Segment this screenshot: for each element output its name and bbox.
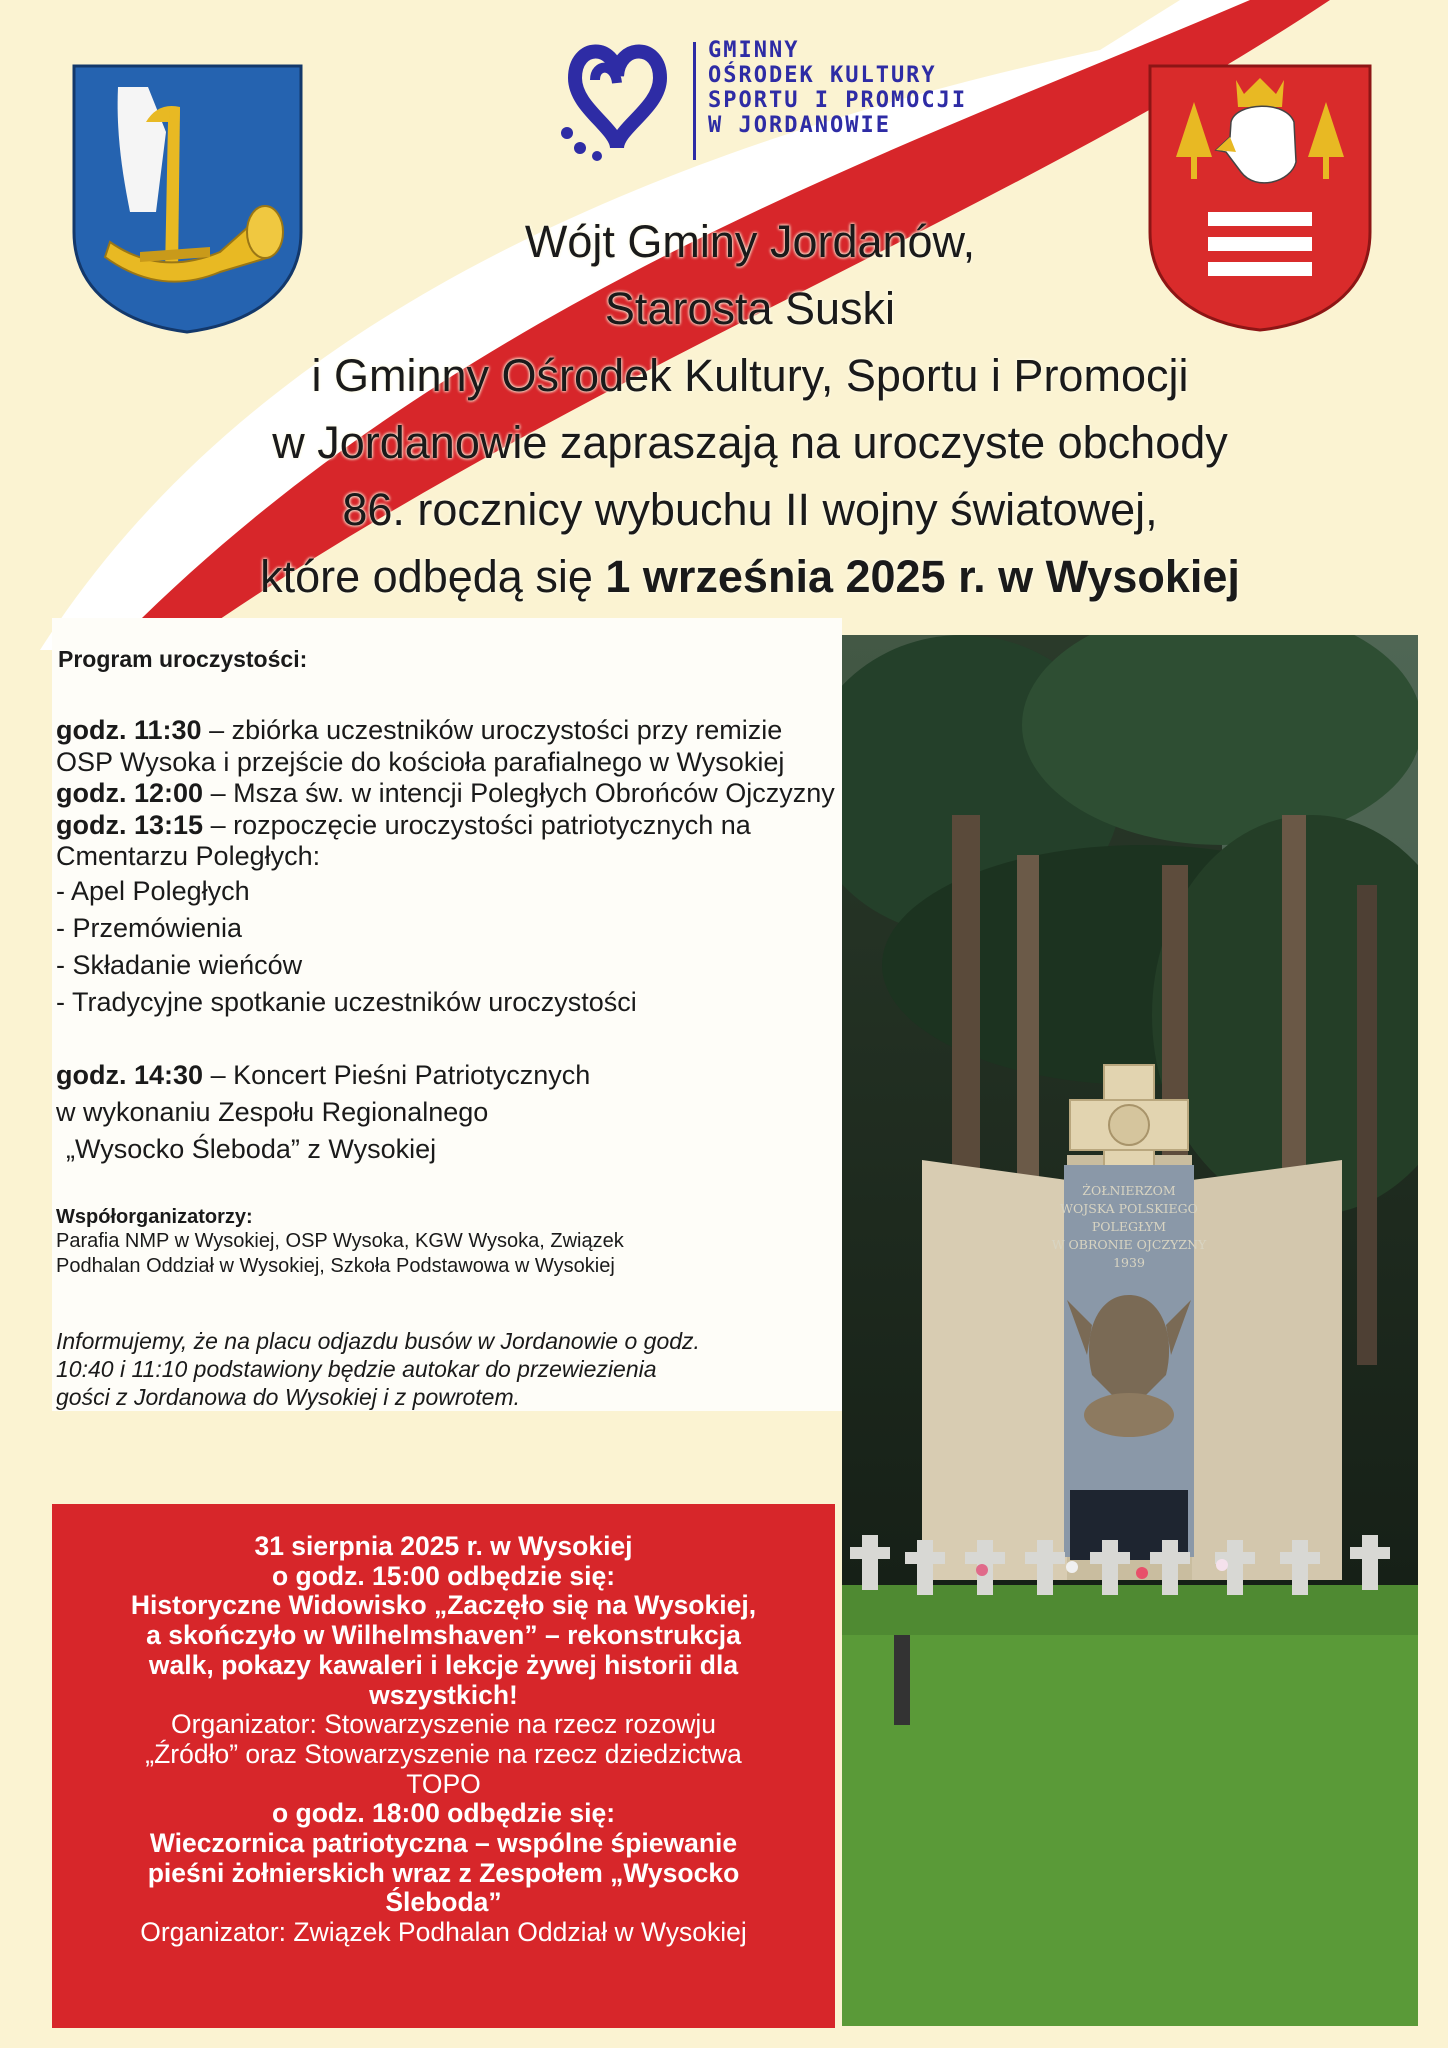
program-title: Program uroczystości: (58, 646, 308, 672)
logo-divider (693, 42, 696, 160)
event-line: Organizator: Związek Podhalan Oddział w Wysokiej (140, 1917, 747, 1948)
event-line: Śleboda” (385, 1887, 502, 1918)
program-text: – Koncert Pieśni Patriotycznych (210, 1059, 591, 1090)
bus-info-line: gości z Jordanowa do Wysokiej i z powrotem. (56, 1383, 521, 1410)
plaque-text: W OBRONIE OJCZYZNY (1051, 1237, 1207, 1252)
coorganizers-title: Współorganizatorzy: (56, 1205, 253, 1228)
concert-item (56, 1057, 842, 1094)
logo-line: SPORTU I PROMOCJI (708, 88, 968, 113)
goksip-logo (555, 38, 995, 166)
program-time: godz. 11:30 (56, 715, 202, 745)
headline-line: Starosta Suski (604, 283, 896, 334)
program-time: godz. 14:30 (56, 1059, 204, 1090)
headline (100, 208, 1400, 610)
plaque-text: 1939 (1113, 1255, 1145, 1270)
goksip-logo-mark (555, 38, 685, 163)
headline-line: Wójt Gminy Jordanów, (524, 216, 976, 267)
event-line: Historyczne Widowisko „Zaczęło się na Wysokiej, (130, 1590, 757, 1621)
plaque-text: ŻOŁNIERZOM (1082, 1183, 1176, 1198)
event-line: walk, pokazy kawaleri i lekcje żywej historii dla (148, 1649, 739, 1680)
program-sub-item: - Tradycyjne spotkanie uczestników uroczystości (56, 986, 637, 1017)
headline-line-date (100, 543, 1400, 610)
headline-line: w Jordanowie zapraszają na uroczyste obchody (272, 417, 1228, 468)
program-item (56, 715, 842, 778)
logo-line: OŚRODEK KULTURY (708, 63, 937, 88)
logo-text (708, 38, 967, 138)
program-sub-item: - Składanie wieńców (56, 949, 303, 980)
plaque-text: POLEGŁYM (1091, 1219, 1167, 1234)
headline-line: i Gminny Ośrodek Kultury, Sportu i Promocji (311, 350, 1189, 401)
event-line: 31 sierpnia 2025 r. w Wysokiej (254, 1531, 633, 1561)
program-text: – Msza św. w intencji Poległych Obrońców Ojczyzny (210, 778, 835, 808)
plaque-text: WOJSKA POLSKIEGO (1060, 1201, 1198, 1216)
bus-info-line: Informujemy, że na placu odjazdu busów w Jordanowie o godz. (56, 1327, 700, 1354)
concert-line: w wykonaniu Zespołu Regionalnego (56, 1096, 489, 1127)
program-sub-item: - Apel Poległych (56, 875, 250, 906)
concert-line: „Wysocko Śleboda” z Wysokiej (66, 1133, 437, 1164)
event-box-31-august (52, 1504, 835, 2028)
program-sub-item: - Przemówienia (56, 912, 243, 943)
event-line: TOPO (406, 1768, 481, 1799)
headline-line: 86. rocznicy wybuchu II wojny światowej, (342, 484, 1158, 535)
program-section (52, 618, 842, 1411)
event-line: o godz. 15:00 odbędzie się: (271, 1560, 616, 1591)
logo-line: GMINNY (708, 38, 800, 63)
program-text: – rozpoczęcie uroczystości patriotycznych na Cmentarzu Poległych: (56, 809, 751, 871)
coorganizers-text: Parafia NMP w Wysokiej, OSP Wysoka, KGW Wysoka, Związek (56, 1229, 624, 1252)
event-line: pieśni żołnierskich wraz z Zespołem „Wysocko (147, 1857, 740, 1888)
program-time: godz. 12:00 (56, 778, 204, 808)
coorganizers-text: Podhalan Oddział w Wysokiej, Szkoła Podstawowa w Wysokiej (56, 1254, 615, 1277)
event-line: wszystkich! (369, 1679, 518, 1710)
bus-info (56, 1327, 846, 1411)
headline-date: 1 września 2025 r. w Wysokiej (605, 551, 1240, 602)
event-line: a skończyło w Wilhelmshaven” – rekonstrukcja (146, 1620, 741, 1651)
event-line: o godz. 18:00 odbędzie się: (271, 1798, 616, 1829)
memorial-photo (842, 635, 1418, 2026)
headline-date-prefix: które odbędą się (260, 551, 593, 602)
event-line: Organizator: Stowarzyszenie na rzecz rozowju (171, 1709, 716, 1740)
program-item (56, 810, 842, 873)
event-line: Wieczornica patriotyczna – wspólne śpiewanie (149, 1828, 738, 1859)
bus-info-line: 10:40 i 11:10 podstawiony będzie autokar do przewiezienia (56, 1355, 657, 1382)
program-text: – zbiórka uczestników uroczystości przy remizie OSP Wysoka i przejście do kościoła parafialnego w Wysokiej (56, 715, 785, 777)
event-line: „Źródło” oraz Stowarzyszenie na rzecz dziedzictwa (145, 1738, 742, 1769)
program-item (56, 778, 842, 810)
program-time: godz. 13:15 (56, 809, 204, 840)
logo-line: W JORDANOWIE (708, 113, 891, 138)
